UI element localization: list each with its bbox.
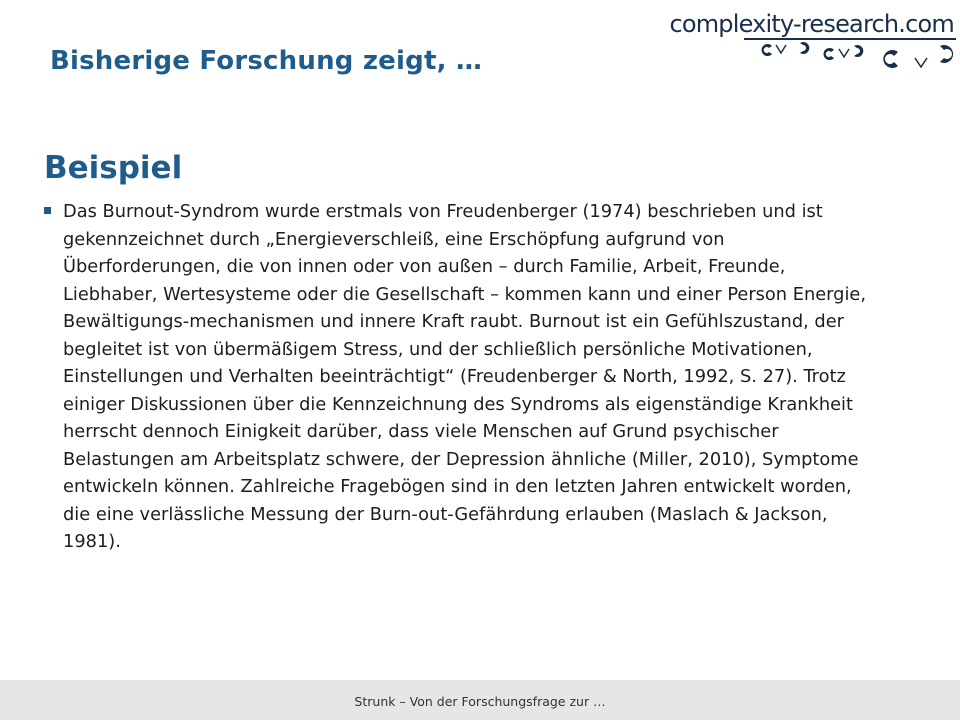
logo-crescent-3	[824, 48, 834, 60]
logo-crescent-1	[762, 44, 772, 56]
slide-title: Bisherige Forschung zeigt, …	[50, 46, 483, 76]
logo-text: complexity-research.com	[669, 10, 954, 38]
square-bullet-icon	[44, 207, 51, 214]
bullet-text: Das Burnout-Syndrom wurde erstmals von Freudenberger (1974) beschrieben und ist gekennzeichnet durch „Energieverschleiß, eine Erschöpfung aufgrund von Überforderungen, die von innen oder von außen – durch Familie, Arbeit, Freunde, Liebhaber, Wertesysteme oder die Gesellschaft – kommen kann und einer Person Energie, Bewältigungs-mechanismen und innere Kraft raubt. Burnout ist ein Gefühlszustand, der begleitet ist von übermäßigem Stress, und der schließlich persönliche Motivationen, Einstellungen und Verhalten beeinträchtigt“ (Freudenberger & North, 1992, S. 27). Trotz einiger Diskussionen über die Kennzeichnung des Syndroms als eigenständige Krankheit herrscht dennoch Einigkeit darüber, dass viele Menschen auf Grund psychischer Belastungen am Arbeitsplatz schwere, der Depression ähnliche (Miller, 2010), Symptome entwickeln können. Zahlreiche Fragebögen sind in den letzten Jahren entwickelt worden, die eine verlässliche Messung der Burn-out-Gefährdung erlauben (Maslach & Jackson, 1981).	[63, 201, 866, 552]
bullet-list	[44, 198, 879, 556]
logo	[669, 0, 960, 80]
logo-crescent-6	[940, 45, 953, 63]
logo-chevron-3	[915, 58, 927, 67]
logo-crescent-5	[883, 50, 898, 68]
bullet-item	[44, 198, 879, 556]
logo-crescent-4	[854, 45, 863, 57]
logo-chevron-1	[776, 45, 786, 53]
logo-marks-icon	[738, 40, 960, 80]
logo-chevron-2	[839, 49, 849, 57]
footer-text: Strunk – Von der Forschungsfrage zur …	[354, 694, 606, 709]
logo-crescent-2	[800, 42, 809, 54]
section-heading: Beispiel	[44, 150, 183, 186]
